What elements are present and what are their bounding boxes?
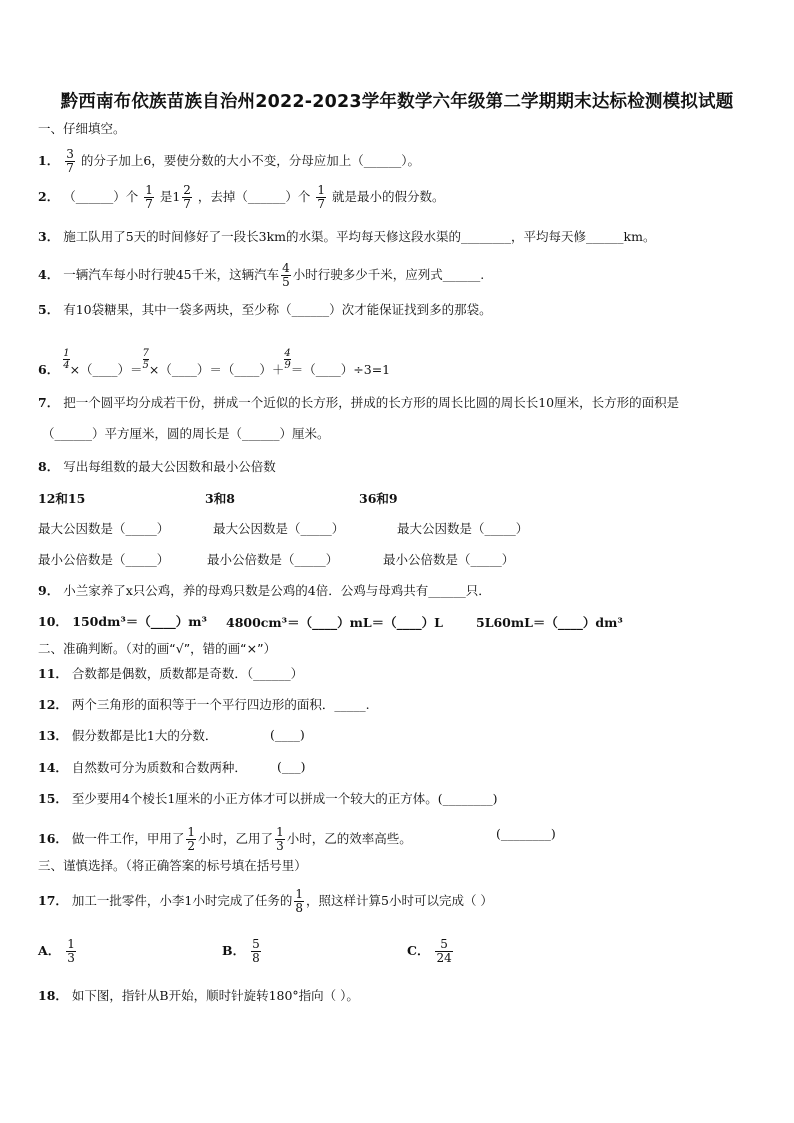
question-text: ×（____）＝（____）＋ <box>148 362 285 377</box>
question-text: 小时，乙用了 <box>198 831 274 846</box>
question-text: 如下图，指针从B开始，顺时针旋转180°指向（ ）。 <box>71 988 359 1003</box>
question-number: 11． <box>38 666 68 681</box>
question-10 <box>38 613 207 631</box>
fraction: $\frac{1}{8}$ <box>295 887 303 915</box>
question-text: 就是最小的假分数。 <box>332 189 445 204</box>
question-text: 一辆汽车每小时行驶45千米，这辆汽车 <box>63 267 280 282</box>
question-18 <box>38 987 359 1005</box>
lcm-answer-1: 最小公倍数是（_____） <box>38 552 170 567</box>
gcd-answer-1: 最大公因数是（_____） <box>38 521 170 536</box>
question-number: 2． <box>38 189 60 204</box>
question-number: 9． <box>38 583 60 598</box>
group-label-1: 12和15 <box>38 491 86 506</box>
lcm-answer-3: 最小公倍数是（_____） <box>383 552 515 567</box>
question-number: 1． <box>38 153 60 168</box>
question-text: 小兰家养了x只公鸡，养的母鸡只数是公鸡的4倍．公鸡与母鸡共有______只． <box>63 583 491 598</box>
option-label: B． <box>222 943 246 958</box>
fraction: $\frac{1}{7}$ <box>145 183 153 211</box>
question-text: 做一件工作，甲用了 <box>71 831 185 846</box>
fraction: $\frac{1}{4}$ <box>63 348 70 371</box>
question-number: 5． <box>38 302 60 317</box>
fraction: $\frac{1}{2}$ <box>187 825 196 853</box>
question-17 <box>38 888 493 915</box>
group-label-3: 36和9 <box>359 491 398 506</box>
section-heading-2: 二、准确判断。（对的画“√”，错的画“×”） <box>38 641 277 656</box>
option-label: C． <box>407 943 430 958</box>
question-15 <box>38 790 498 808</box>
gcd-answer-2: 最大公因数是（_____） <box>213 521 345 536</box>
answer-blank-13: (____) <box>270 727 305 742</box>
question-4 <box>38 262 484 289</box>
gcd-answer-3: 最大公因数是（_____） <box>397 521 529 536</box>
question-text: 假分数都是比1大的分数． <box>71 728 218 743</box>
question-text: ＝（____）÷3=1 <box>290 362 391 377</box>
question-7 <box>38 394 679 412</box>
question-number: 6． <box>38 362 60 377</box>
answer-blank-14: (___) <box>277 759 306 774</box>
question-number: 8． <box>38 459 60 474</box>
question-text: 150dm³＝（____）m³ <box>72 614 208 629</box>
question-number: 3． <box>38 229 60 244</box>
question-9 <box>38 582 491 600</box>
question-text: 是 <box>159 189 173 204</box>
fraction: $\frac{4}{5}$ <box>282 261 290 289</box>
fraction: $\frac{3}{7}$ <box>66 147 74 175</box>
question-text: 两个三角形的面积等于一个平行四边形的面积．_____. <box>71 697 370 712</box>
fraction: $\frac{1}{7}$ <box>317 183 326 211</box>
question-text: ，去掉（______）个 <box>197 189 311 204</box>
fraction: $\frac{1}{3}$ <box>276 825 284 853</box>
question-text: 小时，乙的效率高些。 <box>286 831 412 846</box>
question-text: 自然数可分为质数和合数两种． <box>71 760 247 775</box>
question-number: 7． <box>38 395 60 410</box>
fraction: $\frac{4}{9}$ <box>284 348 291 371</box>
lcm-answer-2: 最小公倍数是（_____） <box>207 552 339 567</box>
option-a[interactable] <box>38 938 78 965</box>
question-10-part-b: 4800cm³＝（____）mL＝（____）L <box>226 615 443 630</box>
question-5 <box>38 301 492 319</box>
question-number: 16． <box>38 831 68 846</box>
fraction: $\frac{1}{3}$ <box>67 937 75 965</box>
group-label-2: 3和8 <box>205 491 235 506</box>
section-heading-1: 一、仔细填空。 <box>38 121 126 136</box>
fraction: $\frac{7}{5}$ <box>142 348 149 371</box>
question-12 <box>38 696 370 714</box>
question-text: （______）个 <box>63 189 139 204</box>
section-heading-3: 三、谨慎选择。（将正确答案的标号填在括号里） <box>38 858 307 873</box>
question-text: ，照这样计算5小时可以完成（ ） <box>306 893 493 908</box>
question-number: 4． <box>38 267 60 282</box>
question-number: 17． <box>38 893 68 908</box>
question-6 <box>38 348 391 379</box>
mixed-number: 1 $\frac{2}{7}$ <box>172 183 191 211</box>
question-text: 合数都是偶数，质数都是奇数．（______） <box>71 666 304 681</box>
question-16 <box>38 826 412 853</box>
question-number: 13． <box>38 728 68 743</box>
question-text: 的分子加上6，要使分数的大小不变，分母应加上（______）。 <box>80 153 421 168</box>
question-7-line-2: （______）平方厘米，圆的周长是（______）厘米。 <box>42 426 330 441</box>
question-text: 施工队用了5天的时间修好了一段长3km的水渠。平均每天修这段水渠的________，平均每天修______km。 <box>63 229 656 244</box>
question-text: 有10袋糖果，其中一袋多两块，至少称（______）次才能保证找到多的那袋。 <box>63 302 492 317</box>
fraction: $\frac{5}{8}$ <box>252 937 260 965</box>
question-number: 12． <box>38 697 68 712</box>
question-3 <box>38 228 655 246</box>
option-c[interactable] <box>407 938 455 965</box>
question-13 <box>38 727 217 745</box>
question-number: 14． <box>38 760 68 775</box>
answer-blank-16: (________) <box>496 826 556 841</box>
question-text: 至少要用4个棱长1厘米的小正方体才可以拼成一个较大的正方体。(________) <box>71 791 498 806</box>
question-2 <box>38 184 445 211</box>
question-text: 加工一批零件，小李1小时完成了任务的 <box>71 893 293 908</box>
question-10-part-c: 5L60mL＝（____）dm³ <box>476 615 623 630</box>
option-label: A． <box>38 943 61 958</box>
question-11 <box>38 665 303 683</box>
question-text: ×（____）＝ <box>69 362 143 377</box>
question-number: 15． <box>38 791 68 806</box>
question-text: 小时行驶多少千米，应列式______. <box>292 267 485 282</box>
question-14 <box>38 759 247 777</box>
option-b[interactable] <box>222 938 263 965</box>
question-number: 10． <box>38 614 68 629</box>
page-title: 黔西南布依族苗族自治州2022-2023学年数学六年级第二学期期末达标检测模拟试题 <box>60 92 734 112</box>
question-text: 写出每组数的最大公因数和最小公倍数 <box>63 459 276 474</box>
question-1 <box>38 148 420 175</box>
question-text: 把一个圆平均分成若干份，拼成一个近似的长方形，拼成的长方形的周长比圆的周长长10厘米，长方形的面积是 <box>63 395 680 410</box>
question-number: 18． <box>38 988 68 1003</box>
question-8 <box>38 458 276 476</box>
fraction: $\frac{5}{24}$ <box>436 937 452 965</box>
